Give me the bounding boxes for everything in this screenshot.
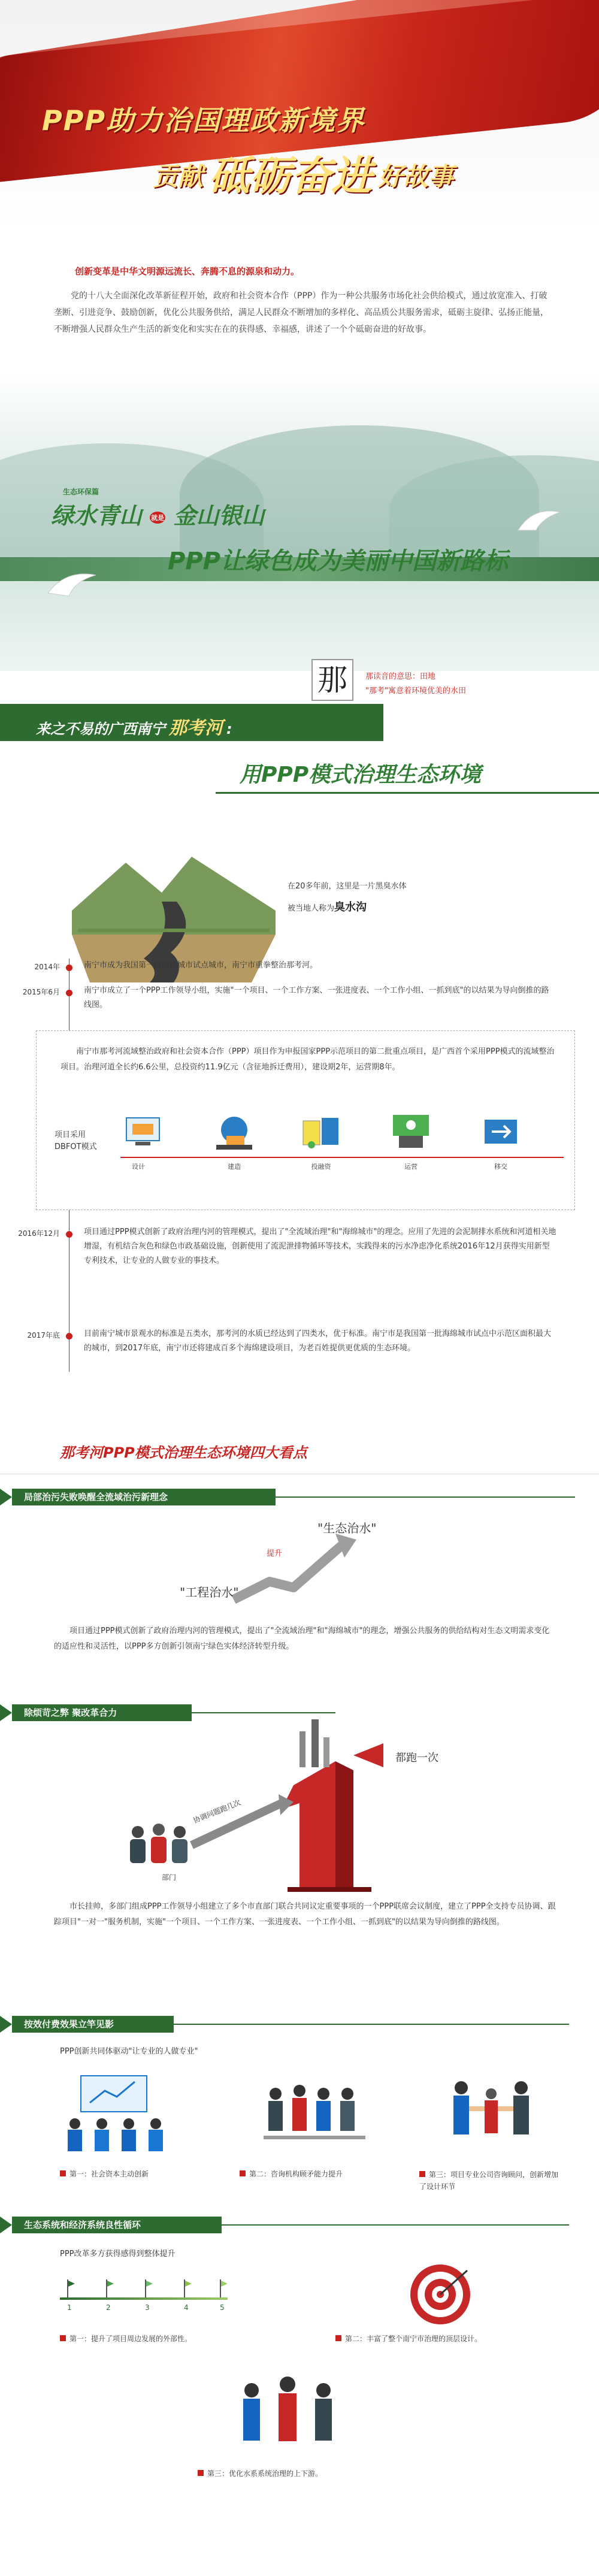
label-upgrade: 提升: [267, 1549, 283, 1558]
project-info-text: 南宁市那考河流域整治政府和社会资本合作（PPP）项目作为申报国家PPP示范项目的第二批重点项目，是广西首个采用PPP模式的流域整治项目。治理河道全长约6.6公里，总投资约11.9亿元（含征地拆迁费用），建设期2年，运营期8年。: [60, 1047, 555, 1072]
timeline-date: 2016年12月: [18, 1229, 60, 1238]
department-people-icon: [123, 1821, 201, 1869]
timeline-text: 南宁市成为我国第一批海绵城市试点城市，南宁市重拳整治那考河。: [84, 961, 318, 970]
target-icon: [407, 2261, 473, 2327]
dbfot-step-transfer: 移交: [494, 1163, 507, 1171]
section-3-item-3-text: 第三：项目专业公司咨询顾问，创新增加了设计环节: [419, 2170, 559, 2191]
section-4-item-2-text: 第二：丰富了整个南宁市治理的顶层设计。: [345, 2335, 482, 2343]
section-arrow-icon: [0, 1489, 12, 1505]
section-arrow-icon: [0, 2016, 12, 2033]
na-note-meaning: 那读音的意思：田地: [365, 672, 436, 681]
bullet-icon: [60, 2170, 66, 2176]
eco-slogan-line2: PPP让绿色成为美丽中国新路标: [168, 548, 508, 575]
label-department: 部门: [162, 1873, 177, 1882]
section-3-intro: PPP创新共同体驱动"让专业的人做专业": [60, 2047, 198, 2056]
section-4-bar: 生态系统和经济系统良性循环: [12, 2217, 222, 2233]
na-note-symbol: "那考"寓意着环境优美的水田: [365, 687, 466, 696]
story-caption-1: 在20多年前，这里是一片黑臭水体: [288, 882, 407, 891]
operation-icon: [387, 1112, 435, 1151]
hero-title-line2: [153, 144, 453, 202]
dbfot-label-2: DBFOT模式: [55, 1142, 97, 1151]
section-3-item-1-text: 第一：社会资本主动创新: [69, 2170, 149, 2178]
egret-icon: [42, 563, 102, 605]
eco-slogan-line1: [51, 497, 265, 530]
intro-title: 创新变革是中华文明源远流长、奔腾不息的源泉和动力。: [75, 266, 300, 277]
flag-icon: [183, 2279, 192, 2297]
consulting-illustration: [258, 2070, 371, 2154]
bullet-icon: [198, 2470, 204, 2476]
section-4-item-1-text: 第一：提升了项目周边发展的外部性。: [69, 2335, 192, 2343]
bullet-icon: [240, 2170, 246, 2176]
hero-title-line1: PPP助力治国理政新境界: [42, 104, 365, 137]
eco-slogan-part-b: 金山银山: [173, 503, 265, 529]
section-3-item-3: [419, 2169, 563, 2193]
flag-number: 4: [184, 2303, 189, 2312]
flag-marker: [66, 2279, 75, 2300]
bullet-icon: [60, 2335, 66, 2341]
section-4-intro: PPP改革多方获得感得到整体提升: [60, 2250, 176, 2258]
section-1-paragraph: 项目通过PPP模式创新了政府治理内河的管理模式，提出了"全流域治理"和"海绵城市"的理念，增强公共服务的供给结构对生态文明需求变化的适应性和灵活性，以PPP多方创新引领南宁绿色实体经济转型升级。: [54, 1626, 550, 1651]
construction-icon: [213, 1112, 258, 1154]
transfer-icon: [480, 1115, 522, 1151]
label-engineering-water: "工程治水": [180, 1585, 239, 1600]
flag-icon: [66, 2279, 75, 2297]
eco-tag: 生态环保篇: [63, 488, 99, 496]
timeline-dot: [66, 965, 72, 971]
dbfot-step-build: 建造: [228, 1163, 241, 1171]
flag-number: 5: [220, 2303, 225, 2312]
section-3-item-2-text: 第二：咨询机构顾矛能力提升: [249, 2170, 343, 2178]
na-character: 那: [311, 659, 353, 701]
timeline-date: 2014年: [34, 963, 60, 971]
timeline-dot: [66, 1231, 72, 1238]
section-line: [276, 1496, 575, 1498]
divider: [216, 792, 599, 794]
label-eco-water: "生态治水": [317, 1521, 377, 1535]
section-1-bar: 局部治污失败唤醒全流域治污新理念: [12, 1489, 276, 1505]
timeline-text: 南宁市成立了一个PPP工作领导小组，实施"一个项目、一个工作方案、一张进度表、一个工作小组、一抓到底"的以结果为导向倒推的路线图。: [84, 986, 549, 1009]
bullet-icon: [419, 2171, 425, 2177]
section-4-item-1: [60, 2333, 192, 2344]
dbfot-step-finance: 投融资: [311, 1163, 331, 1171]
intro-paragraph: 党的十八大全面深化改革新征程开始，政府和社会资本合作（PPP）作为一种公共服务市场化社会供给模式，通过放宽准入、打破垄断、引进竞争、鼓励创新，优化公共服务供给，满足人民群众不断增加的多样化、高品质公共服务需求，砥砺主旋律、弘扬正能量，不断增强人民群众生产生活的新变化和实实在在的获得感、幸福感，讲述了一个个砥砺奋进的好故事。: [54, 291, 549, 334]
story-banner-name: 那考河: [169, 718, 223, 739]
flag-marker: [105, 2279, 114, 2300]
section-line: [222, 2224, 569, 2226]
timeline-dot: [66, 990, 72, 996]
flag-marker: [183, 2279, 192, 2300]
flag-number: 1: [67, 2303, 72, 2312]
team-illustration: [228, 2366, 347, 2456]
flag-icon: [105, 2279, 114, 2297]
section-4-item-2: [335, 2333, 482, 2344]
hero-banner: [0, 0, 599, 234]
dbfot-step-operate: 运营: [404, 1163, 418, 1171]
section-2-bar: 除烦苛之弊 聚改革合力: [12, 1704, 192, 1721]
timeline-dot: [66, 1333, 72, 1340]
section-4-item-3-text: 第三：优化水系系统治理的上下游。: [207, 2469, 323, 2478]
story-caption-2-pre: 被当地人称为: [288, 904, 335, 913]
section-arrow-icon: [0, 1704, 12, 1721]
section-4-item-3: [198, 2468, 322, 2478]
meeting-illustration: [57, 2070, 171, 2154]
dbfot-label-1: 项目采用: [55, 1130, 86, 1139]
eco-slogan-part-a: 绿水青山: [51, 503, 143, 529]
timeline-date: 2017年底: [27, 1331, 60, 1340]
timeline-text: 项目通过PPP模式创新了政府治理内河的管理模式，提出了"全流域治理"和"海绵城市"的理念。应用了先进的会泥制排水系统和河道相关地增湿，有机结合灰色和绿色市政基础设施，创新使用了流泥泄排物循环等技术，实践得来的污水净虑净化系统2016年12月获得实用新型专利技术，让专业的人做专业的事技术。: [84, 1227, 556, 1265]
four-highlights-title: 那考河PPP模式治理生态环境四大看点: [60, 1444, 307, 1461]
hero-title-post: 好故事: [378, 162, 454, 191]
flag-icon: [219, 2279, 228, 2297]
section-line: [174, 2024, 569, 2025]
flag-number: 3: [145, 2303, 150, 2312]
dbfot-step-design: 设计: [132, 1163, 145, 1171]
section-2-paragraph: 市长挂帅，多部门组成PPP工作领导小组建立了多个市直部门联合共同议定重要事项的一个PPP联席会议制度，建立了PPP全支持专员协调、跟踪项目"一对一"服务机制，实施"一个项目、一个工作方案、一张进度表、一个工作小组、一抓到底"的以结果为导向倒推的路线图。: [54, 1902, 556, 1927]
story-caption-2: [288, 899, 367, 914]
eco-slogan-link-seal: 就是: [150, 512, 165, 524]
flag-icon: [144, 2279, 153, 2297]
bullet-icon: [335, 2335, 341, 2341]
section-3-item-1: [60, 2169, 149, 2179]
flag-marker: [219, 2279, 228, 2300]
story-banner-text: [36, 713, 232, 739]
story-caption-2-big: 臭水沟: [334, 901, 367, 914]
finance-icon: [300, 1115, 342, 1151]
label-coordination: 协调问题跑几次: [192, 1798, 242, 1825]
timeline-date: 2015年6月: [22, 988, 60, 996]
handshake-illustration: [431, 2070, 551, 2154]
section-3-bar: 按效付费效果立竿见影: [12, 2016, 174, 2033]
dbfot-line: [120, 1157, 564, 1158]
story-subtitle: 用PPP模式治理生态环境: [240, 763, 482, 787]
label-once: 都跑一次: [395, 1752, 438, 1764]
hero-title-pre: 贡献: [153, 162, 204, 191]
story-banner-pre: 来之不易的广西南宁: [36, 721, 165, 737]
project-info-box: [36, 1030, 575, 1210]
section-3-item-2: [240, 2169, 343, 2179]
hero-title-big: 砥砺奋进: [209, 153, 373, 200]
design-icon: [123, 1115, 165, 1151]
timeline-text: 目前南宁城市景观水的标准是五类水，那考河的水质已经达到了四类水，优于标准。南宁市是我国第一批海绵城市试点中示范区面积最大的城市，到2017年底，南宁市还将建成百多个海绵建设项目，为老百姓提供更优质的生态环境。: [84, 1329, 552, 1353]
flag-marker: [144, 2279, 153, 2300]
egret-icon: [515, 503, 563, 539]
story-banner-colon: :: [226, 721, 232, 737]
flag-number: 2: [106, 2303, 111, 2312]
section-arrow-icon: [0, 2217, 12, 2233]
